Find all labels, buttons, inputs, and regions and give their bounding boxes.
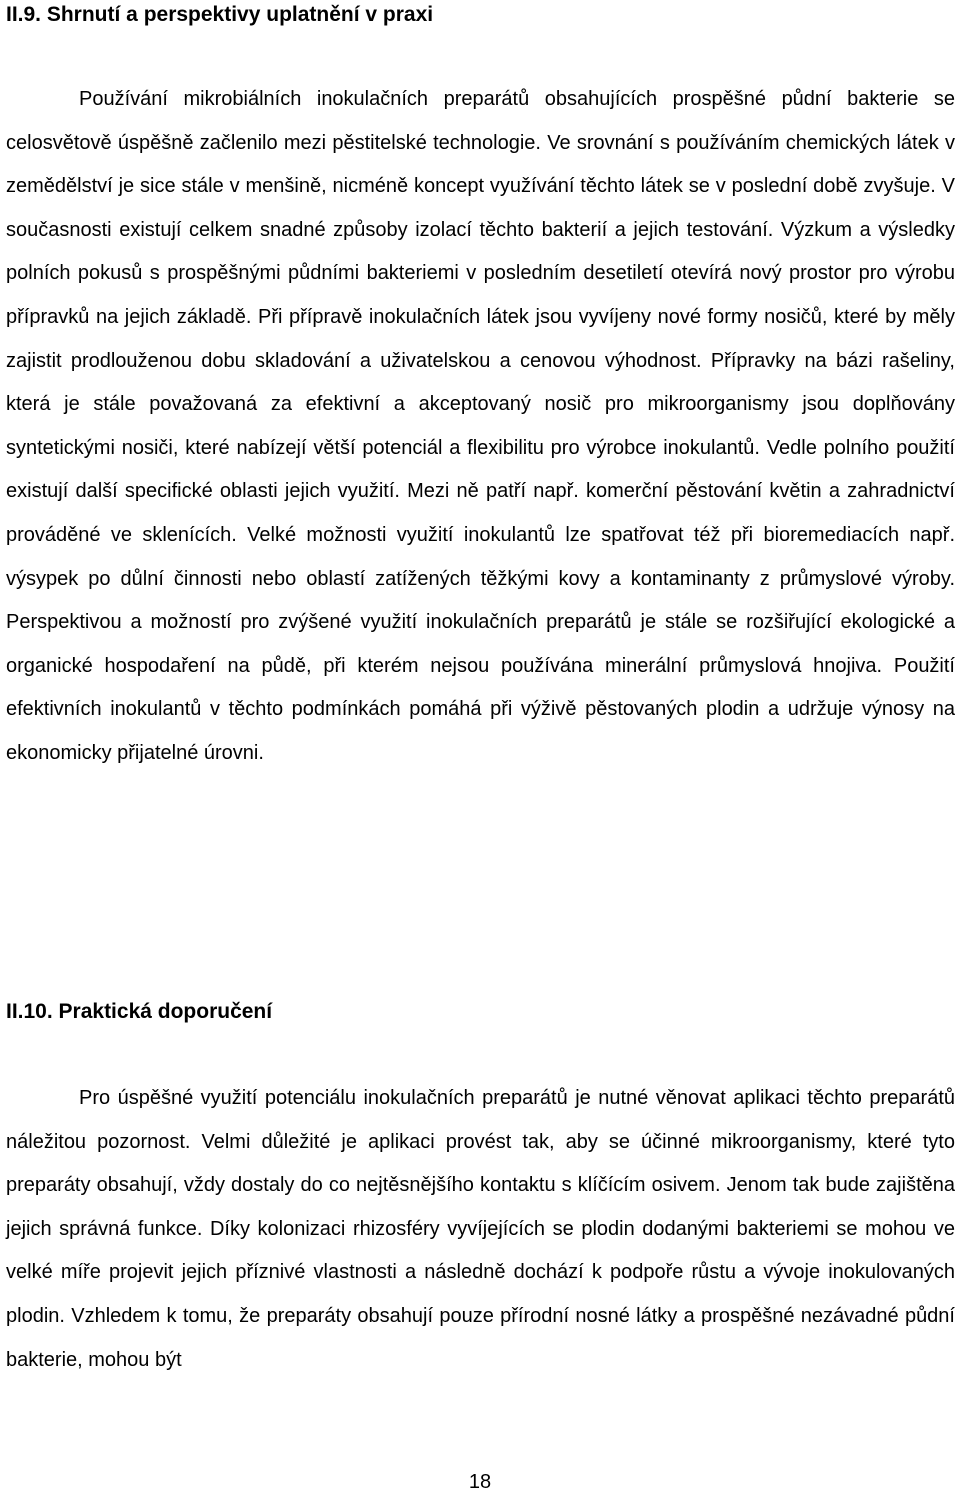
section-paragraph-recommendations: Pro úspěšné využití potenciálu inokulačních preparátů je nutné věnovat aplikaci těchto preparátů náležitou pozornost. Velmi důležité je aplikaci provést tak, aby se účinné mikroorganismy, které tyto preparáty obsahují, vždy dostaly do co nejtěsnějšího kontaktu s klíčícím osivem. Jenom tak bude zajištěna jejich správná funkce. Díky kolonizaci rhizosféry vyvíjejících se plodin dodanými bakteriemi se mohou ve velké míře projevit jejich příznivé vlastnosti a následně dochází k podpoře růstu a vývoje inokulovaných plodin. Vzhledem k tomu, že preparáty obsahují pouze přírodní nosné látky a prospěšné nezávadné půdní bakterie, mohou být [6,1087,955,1371]
section-paragraph-summary: Používání mikrobiálních inokulačních preparátů obsahujících prospěšné půdní bakterie se celosvětově úspěšně začlenilo mezi pěstitelské technologie. Ve srovnání s používáním chemických látek v zemědělství je sice stále v menšině, nicméně koncept využívání těchto látek se v poslední době zvyšuje. V současnosti existují celkem snadné způsoby izolací těchto bakterií a jejich testování. Výzkum a výsledky polních pokusů s prospěšnými půdními bakteriemi v posledním desetiletí otevírá nový prostor pro výrobu přípravků na jejich základě. Při přípravě inokulačních látek jsou vyvíjeny nové formy nosičů, které by měly zajistit prodlouženou dobu skladování a uživatelskou a cenovou výhodnost. Přípravky na bázi rašeliny, která je stále považovaná za efektivní a akceptovaný nosič pro mikroorganismy jsou doplňovány syntetickými nosiči, které nabízejí větší potenciál a flexibilitu pro výrobce inokulantů. Vedle polního použití existují další specifické oblasti jejich využití. Mezi ně patří např. komerční pěstování květin a zahradnictví prováděné ve sklenících. Velké možnosti využití inokulantů lze spatřovat též při bioremediacích např. výsypek po důlní činnosti nebo oblastí zatížených těžkými kovy a kontaminanty z průmyslové výroby. Perspektivou a možností pro zvýšené využití inokulačních preparátů je stále se rozšiřující ekologické a organické hospodaření na půdě, při kterém nejsou používána minerální průmyslová hnojiva. Použití efektivních inokulantů v těchto podmínkách pomáhá při výživě pěstovaných plodin a udržuje výnosy na ekonomicky přijatelné úrovni. [6,88,955,764]
section-heading-recommendations: II.10. Praktická doporučení [6,1000,273,1023]
page-number: 18 [468,1471,492,1493]
section-heading-summary: II.9. Shrnutí a perspektivy uplatnění v praxi [6,3,434,26]
